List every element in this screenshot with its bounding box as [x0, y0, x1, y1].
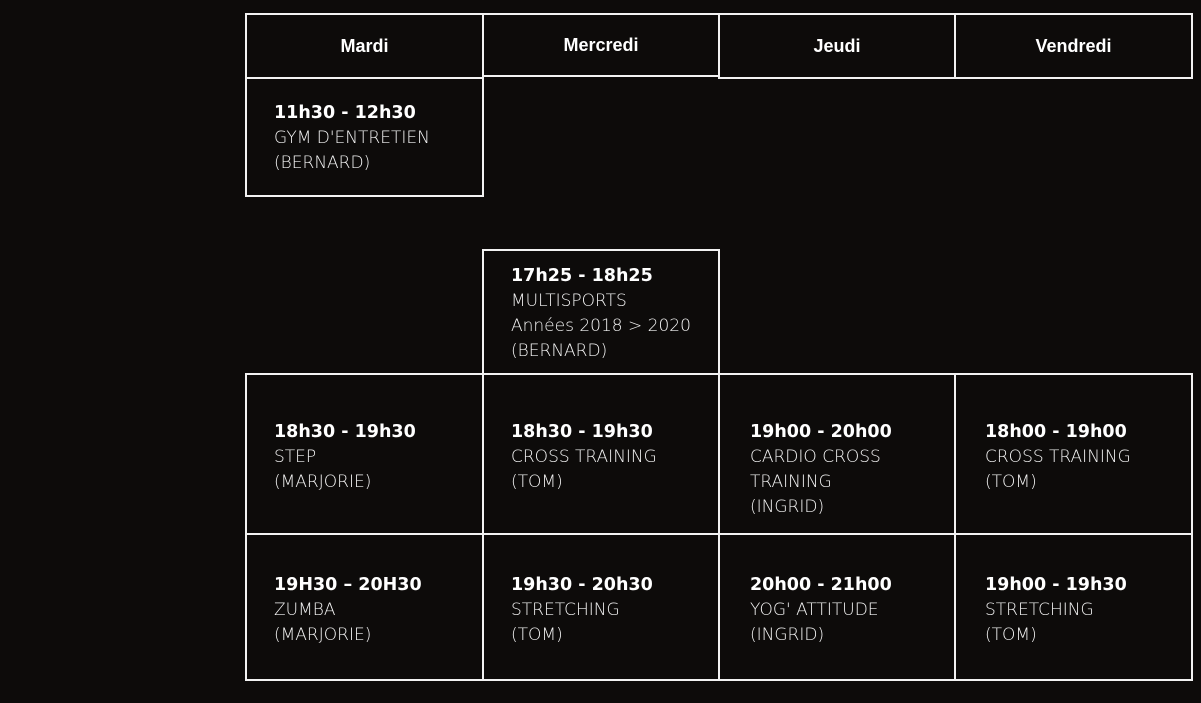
class-activity: ZUMBA [274, 600, 336, 620]
class-row2-thursday [718, 533, 956, 681]
class-time: 20h00 - 21h00 [750, 575, 892, 595]
class-activity: STEP [274, 447, 317, 467]
class-coach: (MARJORIE) [274, 625, 372, 645]
class-activity: STRETCHING [511, 600, 620, 620]
class-activity: GYM D'ENTRETIEN [274, 128, 430, 148]
header-day-label: Mardi [340, 35, 389, 56]
class-coach: (TOM) [985, 625, 1037, 645]
class-activity: CARDIO CROSS [750, 447, 881, 467]
class-time: 19H30 – 20H30 [274, 575, 422, 595]
header-day-mardi [245, 13, 484, 79]
class-activity: YOG' ATTITUDE [750, 600, 879, 620]
class-tuesday-morning [245, 77, 484, 197]
class-coach: (MARJORIE) [274, 472, 372, 492]
header-day-label: Jeudi [813, 35, 861, 56]
class-coach: (TOM) [511, 472, 563, 492]
class-activity: TRAINING [750, 472, 832, 492]
class-row1-friday [954, 373, 1193, 535]
class-coach: (INGRID) [750, 625, 825, 645]
class-row1-wednesday [482, 373, 720, 535]
class-row1-thursday [718, 373, 956, 535]
class-activity: STRETCHING [985, 600, 1094, 620]
class-coach: (BERNARD) [274, 153, 371, 173]
class-time: 19h30 - 20h30 [511, 575, 653, 595]
class-time: 19h00 - 19h30 [985, 575, 1127, 595]
class-time: 18h30 - 19h30 [511, 422, 653, 442]
class-row1-tuesday [245, 373, 484, 535]
class-coach: (TOM) [511, 625, 563, 645]
class-time: 19h00 - 20h00 [750, 422, 892, 442]
class-activity: CROSS TRAINING [511, 447, 657, 467]
header-day-vendredi [954, 13, 1193, 79]
class-wednesday-multisports [482, 249, 720, 375]
class-row2-tuesday [245, 533, 484, 681]
class-time: 18h00 - 19h00 [985, 422, 1127, 442]
class-activity: CROSS TRAINING [985, 447, 1131, 467]
class-row2-wednesday [482, 533, 720, 681]
header-day-label: Vendredi [1035, 35, 1112, 56]
class-activity: MULTISPORTS [511, 291, 627, 311]
class-note: Années 2018 > 2020 [511, 316, 691, 336]
class-time: 18h30 - 19h30 [274, 422, 416, 442]
class-time: 17h25 - 18h25 [511, 266, 653, 286]
class-coach: (INGRID) [750, 497, 825, 517]
class-coach: (TOM) [985, 472, 1037, 492]
header-day-label: Mercredi [563, 34, 639, 55]
class-coach: (BERNARD) [511, 341, 608, 361]
header-day-mercredi [482, 13, 720, 77]
class-time: 11h30 - 12h30 [274, 103, 416, 123]
class-row2-friday [954, 533, 1193, 681]
header-day-jeudi [718, 13, 956, 79]
